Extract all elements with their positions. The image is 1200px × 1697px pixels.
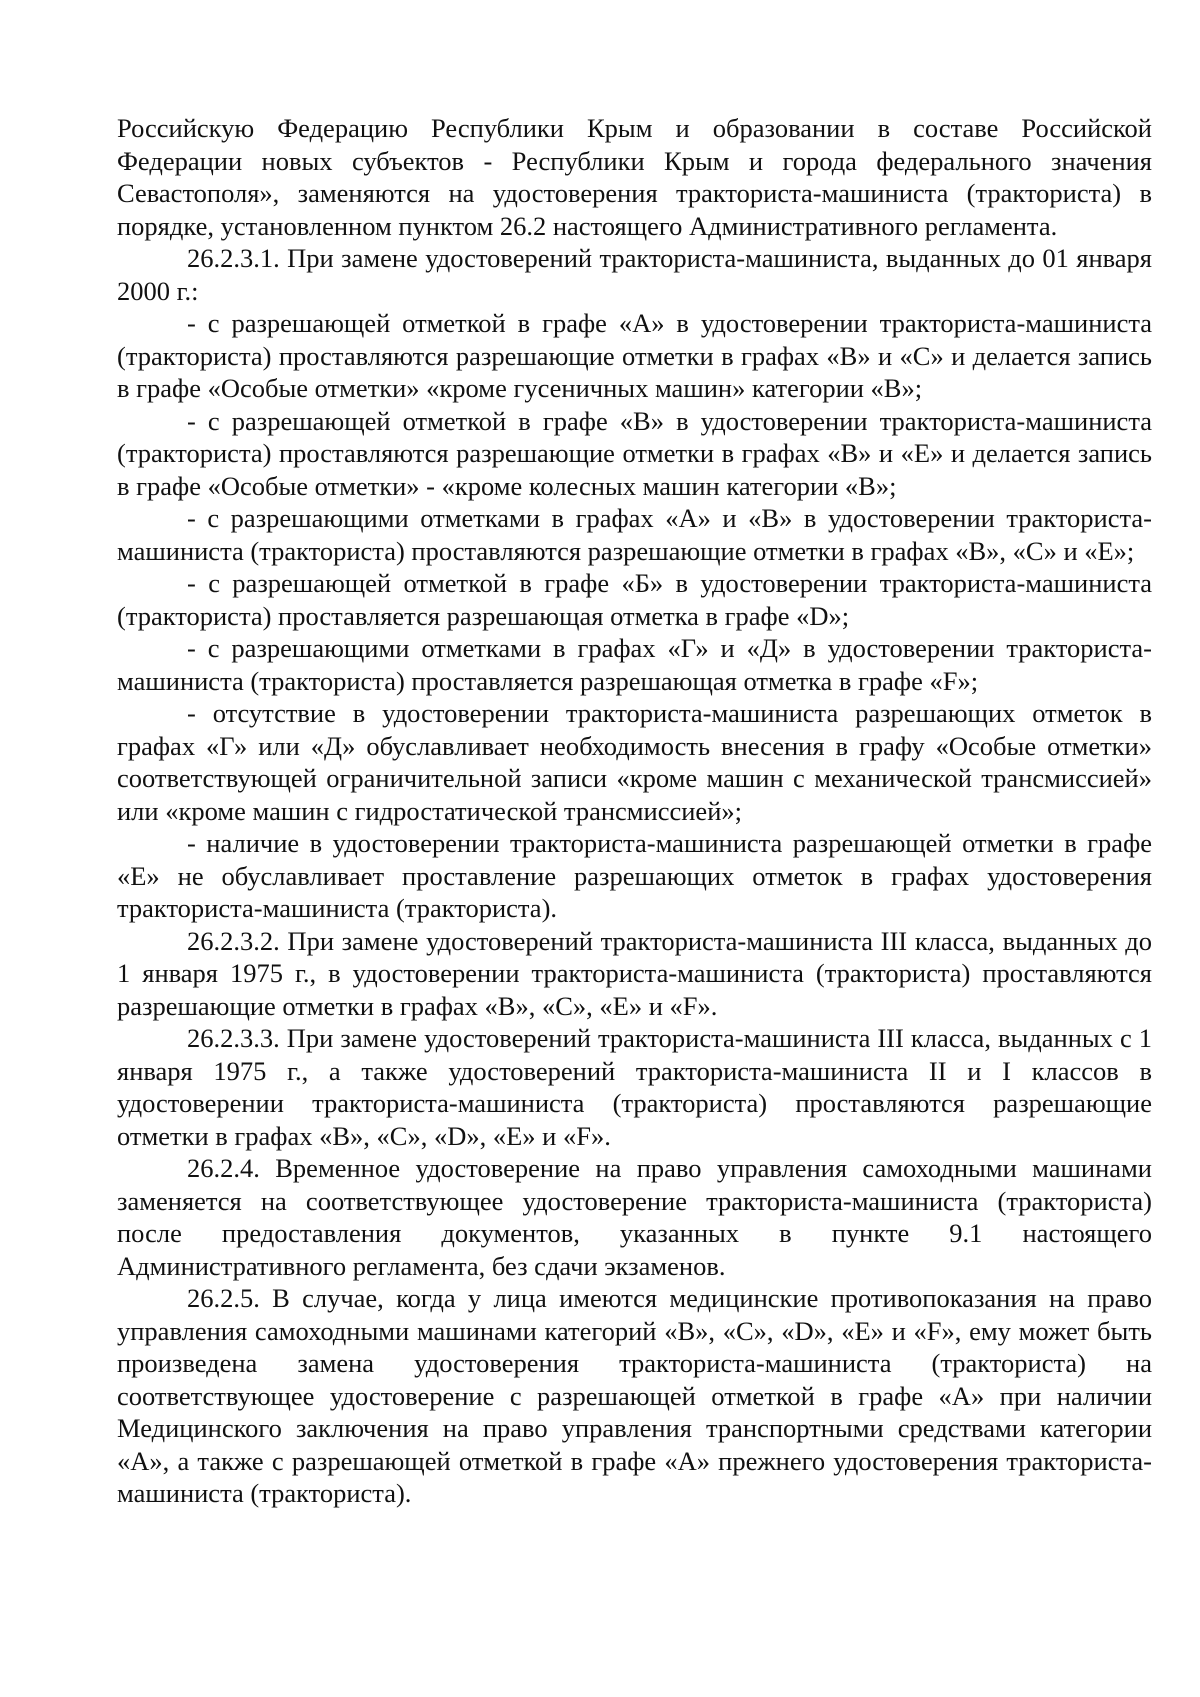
list-item-grafa-e: - наличие в удостоверении тракториста-машиниста разрешающей отметки в графе «Е» не обуславливает проставление разрешающих отметок в графах удостоверения тракториста-машиниста (тракториста).	[117, 828, 1152, 923]
paragraph-26-2-3-2: 26.2.3.2. При замене удостоверений тракториста-машиниста III класса, выданных до 1 января 1975 г., в удостоверении тракториста-машиниста (тракториста) проставляются разрешающие отметки в графах «В», «С», «Е» и «F».	[117, 925, 1152, 1021]
list-item-grafa-a-v: - с разрешающими отметками в графах «А» и «В» в удостоверении тракториста-машиниста (тракториста) проставляются разрешающие отметки в графах «В», «С» и «Е»;	[117, 503, 1152, 566]
paragraph-26-2-3-3: 26.2.3.3. При замене удостоверений тракториста-машиниста III класса, выданных с 1 января 1975 г., а также удостоверений тракториста-машиниста II и I классов в удостоверении тракториста-машиниста (тракториста) проставляются разрешающие отметки в графах «В», «С», «D», «Е» и «F».	[117, 1023, 1152, 1151]
paragraph-26-2-5: 26.2.5. В случае, когда у лица имеются медицинские противопоказания на право управления самоходными машинами категорий «В», «С», «D», «Е» и «F», ему может быть произведена замена удостоверения тракториста-машиниста (тракториста) на соответствующее удостоверение с разрешающей отметкой в графе «А» при наличии Медицинского заключения на право управления транспортными средствами категории «А», а также с разрешающей отметкой в графе «А» прежнего удостоверения тракториста-машиниста (тракториста).	[117, 1283, 1152, 1508]
document-page	[117, 112, 1152, 1510]
list-item-grafa-a: - с разрешающей отметкой в графе «А» в удостоверении тракториста-машиниста (тракториста) проставляются разрешающие отметки в графах «В» и «С» и делается запись в графе «Особые отметки» «кроме гусеничных машин» категории «В»;	[117, 308, 1152, 403]
list-item-grafa-v: - с разрешающей отметкой в графе «В» в удостоверении тракториста-машиниста (тракториста) проставляются разрешающие отметки в графах «В» и «Е» и делается запись в графе «Особые отметки» - «кроме колесных машин категории «В»;	[117, 405, 1152, 501]
list-item-grafa-b: - с разрешающей отметкой в графе «Б» в удостоверении тракториста-машиниста (тракториста) проставляется разрешающая отметка в графе «D»;	[117, 568, 1152, 631]
paragraph-26-2-4: 26.2.4. Временное удостоверение на право управления самоходными машинами заменяется на соответствующее удостоверение тракториста-машиниста (тракториста) после предоставления документов, указанных в пункте 9.1 настоящего Административного регламента, без сдачи экзаменов.	[117, 1153, 1152, 1281]
paragraph-continuation: Российскую Федерацию Республики Крым и образовании в составе Российской Федерации новых субъектов - Республики Крым и города федерального значения Севастополя», заменяются на удостоверения тракториста-машиниста (тракториста) в порядке, установленном пунктом 26.2 настоящего Административного регламента.	[117, 113, 1152, 241]
paragraph-26-2-3-1: 26.2.3.1. При замене удостоверений тракториста-машиниста, выданных до 01 января 2000 г.:	[117, 243, 1152, 306]
list-item-absence-g-d: - отсутствие в удостоверении тракториста-машиниста разрешающих отметок в графах «Г» или «Д» обуславливает необходимость внесения в графу «Особые отметки» соответствующей ограничительной записи «кроме машин с механической трансмиссией» или «кроме машин с гидростатической трансмиссией»;	[117, 698, 1152, 826]
list-item-grafa-g-d: - с разрешающими отметками в графах «Г» и «Д» в удостоверении тракториста-машиниста (тракториста) проставляется разрешающая отметка в графе «F»;	[117, 633, 1152, 696]
